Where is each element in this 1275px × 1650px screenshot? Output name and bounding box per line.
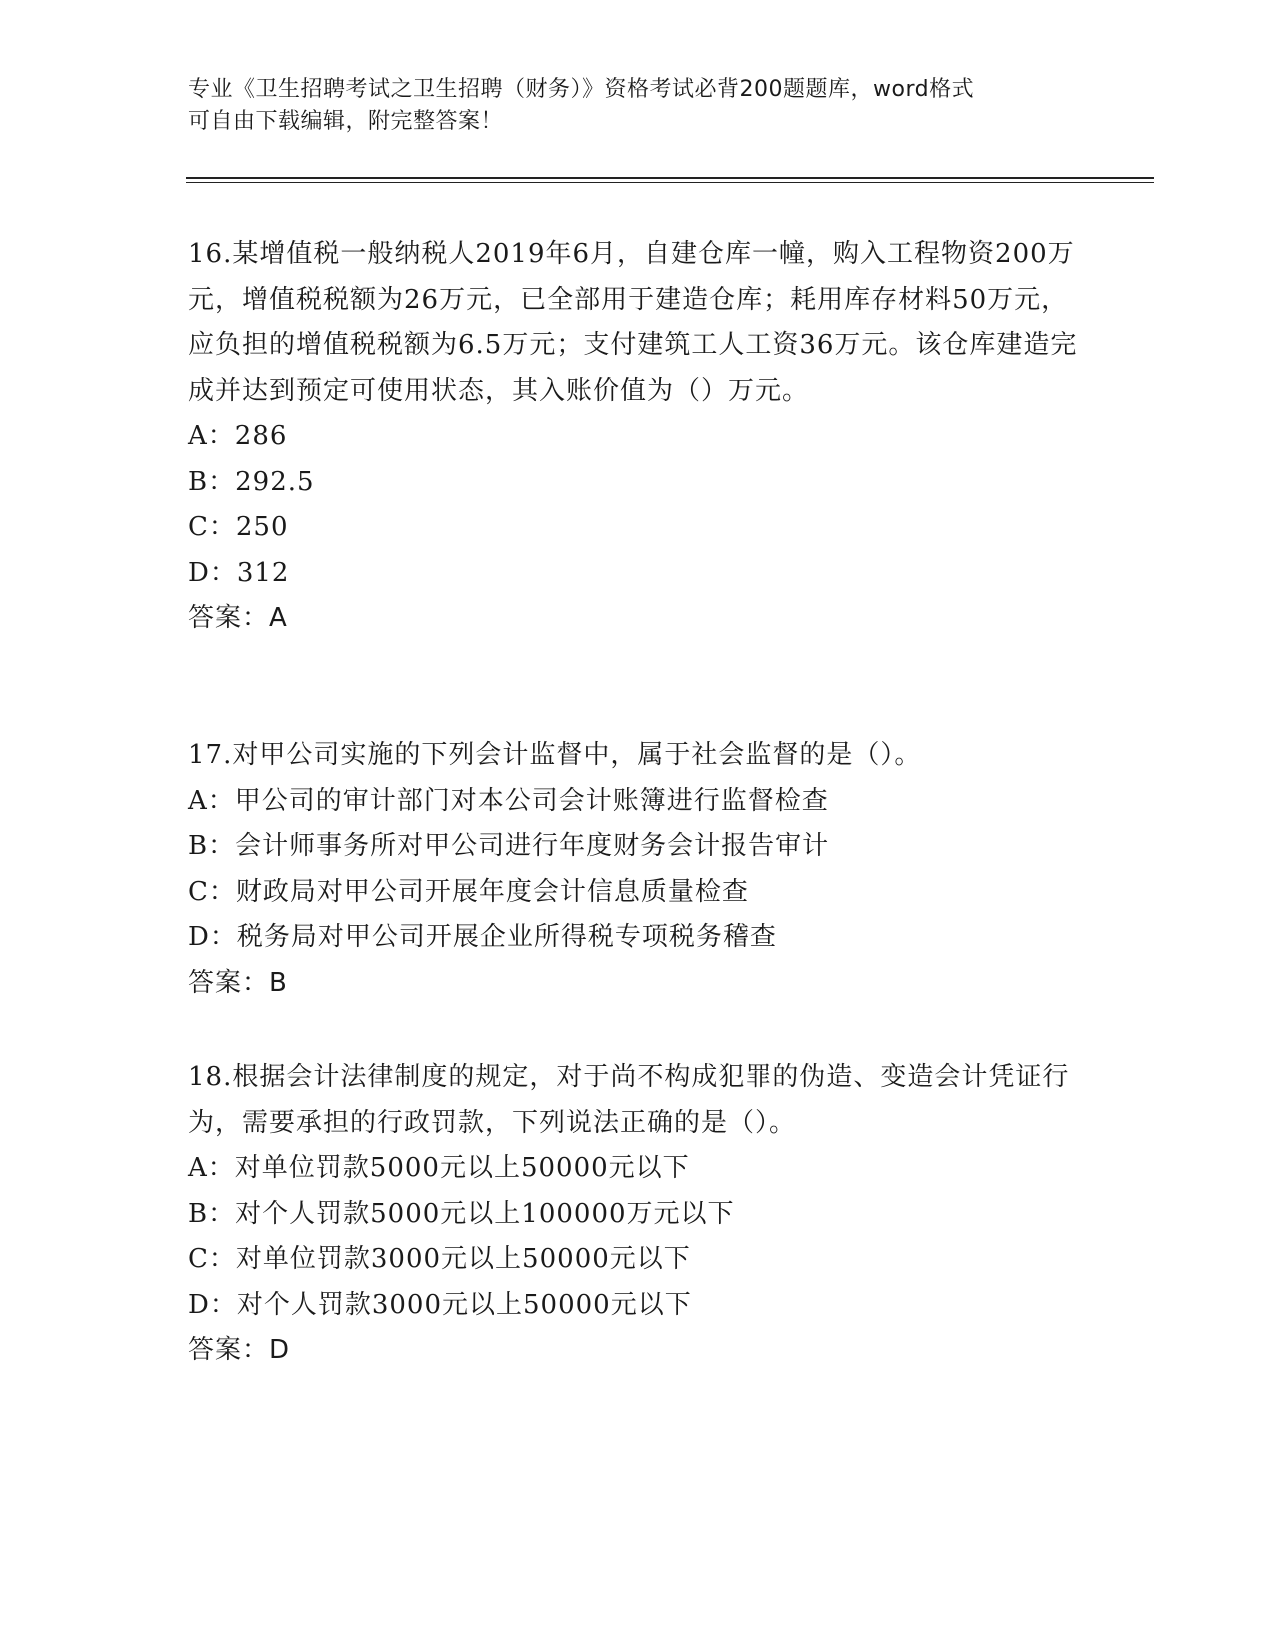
header-line-2: 可自由下载编辑，附完整答案！: [188, 109, 504, 134]
option-c: C：对单位罚款3000元以上50000元以下: [188, 1244, 691, 1274]
option-a: A：甲公司的审计部门对本公司会计账簿进行监督检查: [188, 785, 829, 816]
option-d: D：税务局对甲公司开展企业所得税专项税务稽查: [188, 922, 777, 952]
question-18: [188, 1055, 1088, 1374]
option-a: A：对单位罚款5000元以上50000元以下: [188, 1153, 690, 1183]
question-text: 16.某增值税一般纳税人2019年6月，自建仓库一幢，购入工程物资200万元，增值税税额为26万元，已全部用于建造仓库；耗用库存材料50万元，应负担的增值税税额为6.5万元；支付建筑工人工资36万元。该仓库建造完成并达到预定可使用状态，其入账价值为（）万元。: [188, 239, 1078, 406]
option-b: B：292.5: [188, 466, 315, 497]
option-b: B：会计师事务所对甲公司进行年度财务会计报告审计: [188, 831, 830, 861]
question-16: [188, 232, 1088, 642]
document-header: [188, 74, 1088, 138]
header-line-1: 专业《卫生招聘考试之卫生招聘（财务）》资格考试必背200题题库，word格式: [188, 77, 975, 102]
question-17: [188, 733, 1088, 1006]
option-c: C：250: [188, 512, 289, 542]
question-text: 17.对甲公司实施的下列会计监督中，属于社会监督的是（）。: [188, 740, 922, 770]
question-text: 18.根据会计法律制度的规定，对于尚不构成犯罪的伪造、变造会计凭证行为，需要承担的行政罚款，下列说法正确的是（）。: [188, 1062, 1070, 1138]
header-divider-thin: [186, 182, 1154, 183]
option-b: B：对个人罚款5000元以上100000万元以下: [188, 1198, 735, 1229]
answer: 答案：A: [188, 603, 288, 633]
option-a: A：286: [188, 421, 288, 451]
header-divider-thick: [186, 177, 1154, 179]
answer: 答案：D: [188, 1335, 291, 1365]
answer: 答案：B: [188, 967, 288, 998]
option-d: D：对个人罚款3000元以上50000元以下: [188, 1289, 692, 1320]
option-c: C：财政局对甲公司开展年度会计信息质量检查: [188, 876, 749, 907]
option-d: D：312: [188, 557, 290, 588]
